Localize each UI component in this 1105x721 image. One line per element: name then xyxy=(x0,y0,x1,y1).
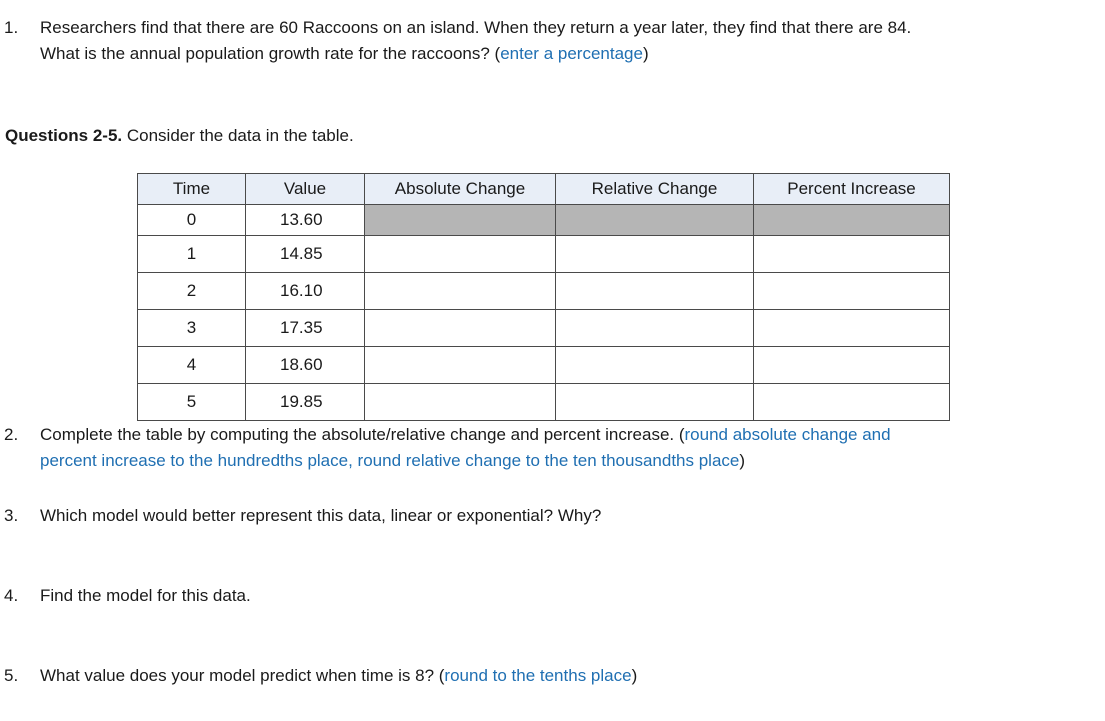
table-row xyxy=(138,384,950,421)
relative-change-cell[interactable] xyxy=(556,310,754,347)
question-text: Complete the table by computing the absolute/relative change and percent increase. ( xyxy=(40,425,685,444)
value-cell: 14.85 xyxy=(246,236,365,273)
time-cell: 3 xyxy=(138,310,246,347)
instruction-hint: percent increase to the hundredths place, round relative change to the ten thousandths place xyxy=(40,451,740,470)
table-row xyxy=(138,273,950,310)
percent-increase-cell[interactable] xyxy=(754,310,950,347)
header-percent-increase: Percent Increase xyxy=(754,174,950,205)
question-2-line-2 xyxy=(40,448,891,474)
percent-increase-cell[interactable] xyxy=(754,347,950,384)
question-1-line-1: Researchers find that there are 60 Raccoons on an island. When they return a year later, they find that there are 84. xyxy=(40,18,912,37)
question-text: What value does your model predict when time is 8? ( xyxy=(40,666,445,685)
relative-change-cell[interactable] xyxy=(556,384,754,421)
section-heading-bold: Questions 2-5. xyxy=(5,126,123,145)
relative-change-cell[interactable] xyxy=(556,347,754,384)
value-cell: 13.60 xyxy=(246,205,365,236)
instruction-hint: round to the tenths place xyxy=(444,666,632,685)
question-3-body: Which model would better represent this data, linear or exponential? Why? xyxy=(40,506,602,525)
question-number: 3. xyxy=(4,506,19,525)
percent-increase-cell-shaded xyxy=(754,205,950,236)
value-cell: 16.10 xyxy=(246,273,365,310)
relative-change-cell[interactable] xyxy=(556,236,754,273)
header-relative-change: Relative Change xyxy=(556,174,754,205)
header-absolute-change: Absolute Change xyxy=(365,174,556,205)
section-heading xyxy=(5,123,354,149)
question-2-line-1 xyxy=(40,422,891,448)
time-cell: 5 xyxy=(138,384,246,421)
question-1 xyxy=(4,15,912,63)
paren-close: ) xyxy=(642,44,649,63)
absolute-change-cell[interactable] xyxy=(365,236,556,273)
table-row xyxy=(138,236,950,273)
question-4-body: Find the model for this data. xyxy=(40,586,251,605)
percent-increase-cell[interactable] xyxy=(754,236,950,273)
question-2 xyxy=(4,422,891,470)
data-table xyxy=(137,173,950,421)
question-number: 4. xyxy=(4,586,19,605)
header-time: Time xyxy=(138,174,246,205)
question-4 xyxy=(4,583,251,609)
time-cell: 2 xyxy=(138,273,246,310)
question-1-body xyxy=(40,15,911,67)
question-5-body xyxy=(40,663,637,689)
value-cell: 19.85 xyxy=(246,384,365,421)
absolute-change-cell[interactable] xyxy=(365,273,556,310)
question-text: What is the annual population growth rate for the raccoons? ( xyxy=(40,44,501,63)
table-row xyxy=(138,310,950,347)
time-cell: 4 xyxy=(138,347,246,384)
question-number: 1. xyxy=(4,18,19,37)
absolute-change-cell[interactable] xyxy=(365,310,556,347)
time-cell: 0 xyxy=(138,205,246,236)
value-cell: 17.35 xyxy=(246,310,365,347)
section-heading-text: Consider the data in the table. xyxy=(122,126,354,145)
question-2-body xyxy=(40,422,891,474)
percent-increase-cell[interactable] xyxy=(754,273,950,310)
absolute-change-cell-shaded xyxy=(365,205,556,236)
relative-change-cell-shaded xyxy=(556,205,754,236)
paren-close: ) xyxy=(739,451,746,470)
absolute-change-cell[interactable] xyxy=(365,384,556,421)
absolute-change-cell[interactable] xyxy=(365,347,556,384)
relative-change-cell[interactable] xyxy=(556,273,754,310)
question-3 xyxy=(4,503,602,529)
table-header-row xyxy=(138,174,950,205)
table-row xyxy=(138,205,950,236)
table-row xyxy=(138,347,950,384)
time-cell: 1 xyxy=(138,236,246,273)
instruction-hint: enter a percentage xyxy=(500,44,643,63)
question-number: 5. xyxy=(4,666,19,685)
question-5 xyxy=(4,663,638,689)
question-number: 2. xyxy=(4,425,19,444)
percent-increase-cell[interactable] xyxy=(754,384,950,421)
question-1-line-2 xyxy=(40,41,911,67)
paren-close: ) xyxy=(631,666,638,685)
value-cell: 18.60 xyxy=(246,347,365,384)
header-value: Value xyxy=(246,174,365,205)
instruction-hint: round absolute change and xyxy=(684,425,891,444)
